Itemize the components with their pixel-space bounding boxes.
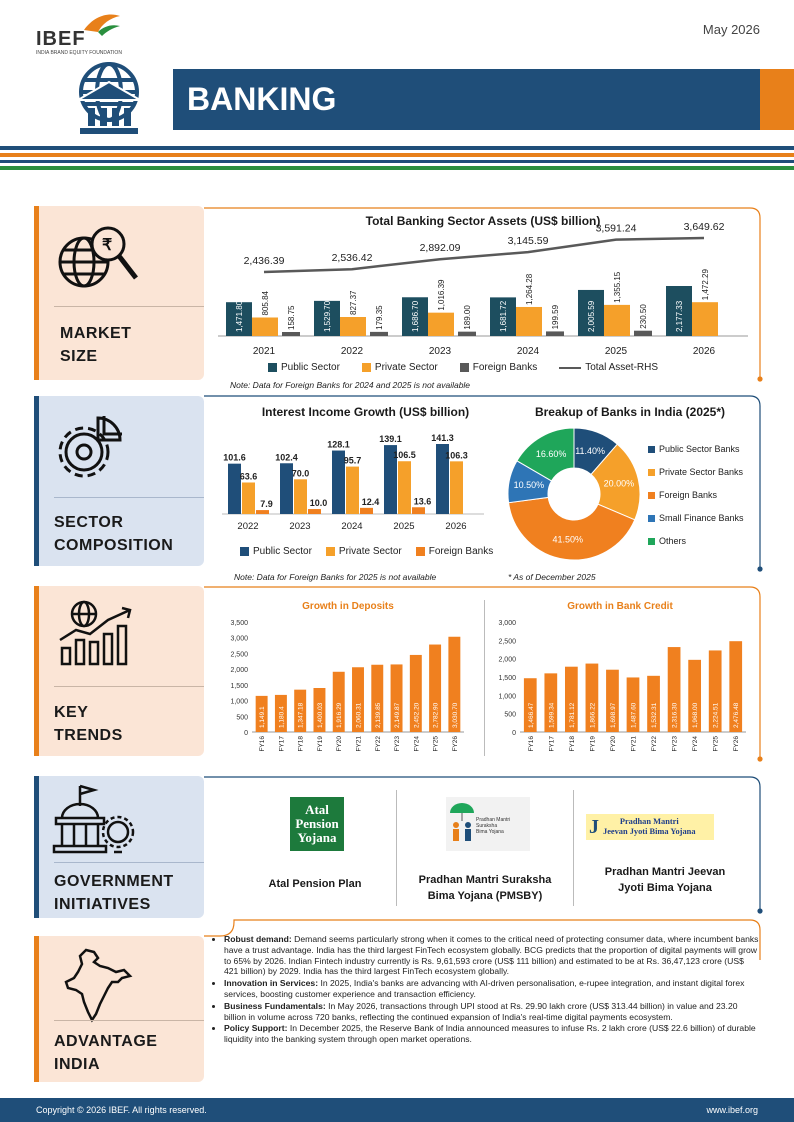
bar-label: 1,471.80 bbox=[235, 300, 244, 332]
atal-pension-logo bbox=[290, 797, 344, 851]
bar bbox=[450, 461, 463, 514]
x-tick-label: FY22 bbox=[374, 736, 382, 752]
bar-label: 199.59 bbox=[551, 304, 560, 330]
x-tick-label: FY21 bbox=[630, 736, 638, 752]
legend-item bbox=[268, 362, 340, 373]
gov-initiative-name bbox=[402, 872, 568, 904]
header-stripe-blue-2 bbox=[0, 160, 794, 163]
india-map-icon bbox=[64, 948, 134, 1022]
advantage-bullet bbox=[224, 1023, 760, 1045]
bar-label: 158.75 bbox=[287, 305, 296, 330]
legend-item bbox=[648, 513, 744, 523]
legend-item bbox=[559, 362, 658, 373]
x-tick-label: FY26 bbox=[733, 736, 741, 752]
panel-divider bbox=[54, 1020, 204, 1021]
bar-label: 1,016.39 bbox=[437, 279, 446, 311]
slice-label: 11.40% bbox=[575, 445, 606, 456]
x-tick-label: FY26 bbox=[451, 736, 459, 752]
x-tick-label: 2022 bbox=[340, 346, 364, 357]
name-line: Jyoti Bima Yojana bbox=[618, 882, 712, 894]
legend-swatch bbox=[648, 538, 655, 545]
bar-label: 1,681.72 bbox=[499, 300, 508, 332]
bar-label: 230.50 bbox=[639, 304, 648, 329]
x-tick-label: FY25 bbox=[432, 736, 440, 752]
bullet-text: Demand seems particularly strong when it comes to the critical need of protecting consumer data, where incumbent banks have a trust advantage. India has the third largest FinTech ecosystem globally. BCG predicts that the proportion of digital payments will grow to 65% by 2026. Indian Fintech industry currently is Rs. 9,61,593 crore (US$ 111 billion) and estimated to be at Rs. 36,47,123 crore (US$ 421 billion) by 2029. India has the third largest FinTech ecosystem globally. bbox=[224, 934, 759, 977]
bar bbox=[692, 302, 718, 336]
breakup-chart-title: Breakup of Banks in India (2025*) bbox=[534, 405, 726, 419]
panel-accent bbox=[34, 776, 39, 918]
bar-label: 1,916.29 bbox=[336, 702, 344, 728]
assets-chart-legend bbox=[268, 362, 658, 373]
globe-search-icon bbox=[52, 220, 142, 294]
bar-label: 1,264.28 bbox=[525, 273, 534, 305]
header-stripe-green bbox=[0, 166, 794, 170]
bar bbox=[256, 510, 269, 514]
x-tick-label: FY22 bbox=[651, 736, 659, 752]
panel-divider bbox=[54, 686, 204, 687]
bar-label: 1,149.1 bbox=[259, 706, 267, 728]
y-tick-label: 500 bbox=[504, 711, 516, 719]
x-tick-label: FY21 bbox=[355, 736, 363, 752]
bar bbox=[398, 461, 411, 514]
interest-chart-title: Interest Income Growth (US$ billion) bbox=[261, 405, 470, 419]
line-label: 3,145.59 bbox=[507, 235, 549, 248]
x-tick-label: 2023 bbox=[428, 346, 452, 357]
section-label-government-initiatives bbox=[54, 870, 174, 916]
bullet-heading: Innovation in Services: bbox=[224, 978, 319, 989]
x-tick-label: 2024 bbox=[516, 346, 540, 357]
logo-line: Pradhan Mantri bbox=[619, 817, 679, 826]
legend-item bbox=[648, 490, 744, 500]
bar bbox=[428, 313, 454, 336]
legend-swatch bbox=[416, 547, 425, 556]
bar-label: 13.6 bbox=[413, 496, 432, 507]
bar bbox=[370, 332, 388, 336]
government-building-icon bbox=[52, 784, 142, 858]
legend-label: Private Sector Banks bbox=[659, 467, 744, 477]
legend-item bbox=[416, 546, 493, 557]
page-title-text: BANKING bbox=[187, 81, 337, 117]
bar-label: 1,698.97 bbox=[609, 702, 617, 728]
credit-chart bbox=[494, 614, 754, 764]
bullet-text: In May 2026, transactions through UPI stood at Rs. 29.90 lakh crore (US$ 313.44 billion) in value and 23.20 billion in volume across 720 banks, reflecting the continued expansion of India's real-time digital payments ecosystem. bbox=[224, 1000, 738, 1022]
x-tick-label: FY24 bbox=[692, 736, 700, 752]
bar bbox=[360, 508, 373, 514]
logo-line: Suraksha bbox=[476, 823, 498, 829]
x-tick-label: FY20 bbox=[609, 736, 617, 752]
legend-label: Others bbox=[659, 536, 687, 546]
bar bbox=[516, 307, 542, 336]
bullet-text: In 2025, India's banks are advancing with AI-driven personalisation, e-rupee integration, and instant digital forex services, boosting customer experience and transaction efficiency. bbox=[224, 978, 745, 999]
copyright: Copyright © 2026 IBEF. All rights reserved. bbox=[36, 1105, 207, 1115]
x-tick-label: 2026 bbox=[445, 521, 467, 532]
y-tick-label: 2,000 bbox=[498, 656, 516, 664]
bar-label: 139.1 bbox=[379, 434, 402, 445]
legend-label: Private Sector bbox=[338, 546, 402, 557]
bar bbox=[604, 305, 630, 336]
website-link[interactable]: www.ibef.org bbox=[706, 1105, 758, 1115]
bar-label: 7.9 bbox=[260, 499, 273, 510]
j-icon: J bbox=[589, 815, 599, 838]
bar-label: 1,180.4 bbox=[278, 706, 286, 728]
x-tick-label: FY17 bbox=[548, 736, 556, 752]
legend-label: Public Sector bbox=[281, 362, 340, 373]
line-label: 2,892.09 bbox=[419, 242, 461, 255]
y-tick-label: 0 bbox=[512, 730, 516, 737]
section-label-line: ADVANTAGE bbox=[54, 1033, 158, 1050]
y-tick-label: 2,500 bbox=[498, 638, 516, 646]
bar-label: 3,030.70 bbox=[451, 702, 459, 728]
y-tick-label: 1,500 bbox=[498, 675, 516, 682]
bar-label: 2,316.30 bbox=[671, 702, 679, 728]
x-tick-label: FY24 bbox=[413, 736, 421, 752]
x-tick-label: FY25 bbox=[712, 736, 720, 752]
trends-divider bbox=[484, 600, 485, 756]
logo-text: IBEF bbox=[36, 28, 86, 50]
bar bbox=[308, 509, 321, 514]
logo-line: Atal bbox=[305, 802, 329, 817]
logo-line: Pension bbox=[295, 816, 339, 831]
x-tick-label: 2025 bbox=[393, 521, 415, 532]
section-label-line: INDIA bbox=[54, 1056, 101, 1073]
interest-chart bbox=[222, 422, 484, 536]
legend-label: Public Sector Banks bbox=[659, 444, 740, 454]
legend-swatch bbox=[326, 547, 335, 556]
y-tick-label: 0 bbox=[244, 730, 248, 737]
ibef-logo bbox=[36, 10, 136, 54]
bar bbox=[252, 317, 278, 336]
bar-label: 70.0 bbox=[291, 468, 310, 479]
deposits-chart-title: Growth in Deposits bbox=[302, 601, 394, 612]
bar-label: 179.35 bbox=[375, 305, 384, 330]
bar-label: 101.6 bbox=[223, 452, 246, 463]
x-tick-label: FY17 bbox=[278, 736, 286, 752]
legend-item bbox=[362, 362, 438, 373]
panel-divider bbox=[54, 497, 204, 498]
logo-line: Pradhan Mantri bbox=[476, 817, 511, 823]
bar-label: 1,347.18 bbox=[297, 702, 305, 728]
bar bbox=[634, 331, 652, 336]
bar-label: 1,866.22 bbox=[589, 702, 597, 728]
name-line: Pradhan Mantri Suraksha bbox=[418, 874, 552, 886]
y-tick-label: 1,000 bbox=[230, 698, 248, 706]
bar-label: 1,472.29 bbox=[701, 269, 710, 301]
bullet-heading: Policy Support: bbox=[224, 1023, 288, 1034]
logo-line: Bima Yojana bbox=[476, 829, 504, 835]
interest-chart-note: Note: Data for Foreign Banks for 2025 is not available bbox=[234, 572, 437, 582]
gov-divider bbox=[573, 790, 574, 906]
slice-label: 41.50% bbox=[552, 534, 584, 545]
legend-label: Foreign Banks bbox=[659, 490, 718, 500]
bar bbox=[340, 317, 366, 336]
bar-label: 12.4 bbox=[361, 496, 380, 507]
legend-swatch bbox=[268, 363, 277, 372]
breakup-pie-chart bbox=[506, 426, 642, 562]
advantage-india-panel bbox=[34, 936, 204, 1082]
line-label: 2,536.42 bbox=[331, 252, 373, 265]
bar-label: 10.0 bbox=[309, 498, 328, 509]
gov-initiative-name bbox=[580, 864, 750, 896]
pmsby-logo bbox=[446, 797, 530, 851]
pmjjby-logo-text bbox=[603, 817, 696, 837]
logo-subtitle: INDIA BRAND EQUITY FOUNDATION bbox=[36, 50, 122, 56]
bar-label: 1,400.03 bbox=[316, 702, 324, 728]
bar-label: 2,060.31 bbox=[355, 702, 363, 728]
x-tick-label: FY16 bbox=[527, 736, 535, 752]
x-tick-label: FY20 bbox=[336, 736, 344, 752]
bullet-heading: Robust demand: bbox=[224, 934, 292, 944]
pmsby-logo-text bbox=[476, 817, 510, 835]
x-tick-label: FY18 bbox=[297, 736, 305, 752]
legend-label: Public Sector bbox=[253, 546, 312, 557]
globe-chart-icon bbox=[56, 598, 142, 668]
section-label-advantage-india bbox=[54, 1030, 157, 1076]
section-label-line: GOVERNMENT bbox=[54, 873, 174, 890]
section-label-line: SIZE bbox=[60, 348, 98, 365]
x-tick-label: FY23 bbox=[394, 736, 402, 752]
bar-label: 141.3 bbox=[431, 433, 454, 443]
bar-label: 1,529.70 bbox=[323, 300, 332, 332]
bar-label: 1,781.12 bbox=[568, 702, 576, 728]
assets-chart-note: Note: Data for Foreign Banks for 2024 and 2025 is not available bbox=[230, 380, 471, 390]
x-tick-label: 2023 bbox=[289, 521, 311, 532]
bird-logo-icon bbox=[82, 10, 122, 34]
y-tick-label: 3,500 bbox=[230, 620, 248, 627]
x-tick-label: FY19 bbox=[589, 736, 597, 752]
advantage-bullets bbox=[212, 934, 760, 1046]
legend-label: Small Finance Banks bbox=[659, 513, 744, 523]
report-date: May 2026 bbox=[702, 22, 760, 37]
slice-label: 20.00% bbox=[603, 478, 635, 489]
legend-item bbox=[240, 546, 312, 557]
y-tick-label: 2,000 bbox=[230, 667, 248, 675]
legend-item bbox=[648, 536, 744, 546]
bar-label: 827.37 bbox=[349, 290, 358, 316]
legend-swatch bbox=[648, 469, 655, 476]
bar bbox=[242, 482, 255, 514]
assets-chart-title: Total Banking Sector Assets (US$ billion) bbox=[365, 214, 601, 228]
breakup-chart-note: * As of December 2025 bbox=[508, 572, 596, 582]
bar-label: 1,686.70 bbox=[411, 300, 420, 332]
panel-accent bbox=[34, 206, 39, 380]
legend-item bbox=[326, 546, 402, 557]
bar-label: 63.6 bbox=[239, 471, 258, 482]
title-accent bbox=[760, 69, 794, 130]
bar bbox=[346, 467, 359, 514]
header-stripe-blue bbox=[0, 146, 794, 150]
pmjjby-logo bbox=[586, 814, 714, 840]
bar-label: 102.4 bbox=[275, 452, 298, 463]
bar-label: 2,177.33 bbox=[675, 300, 684, 332]
bar-label: 2,224.51 bbox=[712, 702, 720, 728]
bar-label: 95.7 bbox=[343, 455, 362, 466]
interest-chart-legend bbox=[240, 546, 493, 557]
sector-composition-panel bbox=[34, 396, 204, 566]
section-label-line: KEY bbox=[54, 704, 89, 721]
legend-swatch bbox=[362, 363, 371, 372]
slice-label: 16.60% bbox=[535, 449, 567, 460]
header-stripe-orange bbox=[0, 153, 794, 157]
legend-swatch bbox=[240, 547, 249, 556]
breakup-legend bbox=[648, 444, 744, 546]
bullet-heading: Business Fundamentals: bbox=[224, 1000, 326, 1011]
bar-label: 1,466.47 bbox=[527, 702, 535, 728]
x-tick-label: 2022 bbox=[237, 521, 259, 532]
bar-label: 2,149.87 bbox=[394, 702, 402, 728]
bar-label: 2,452.20 bbox=[413, 702, 421, 728]
legend-label: Foreign Banks bbox=[428, 546, 494, 557]
bar-label: 1,599.34 bbox=[548, 702, 556, 728]
section-label-line: MARKET bbox=[60, 325, 132, 342]
section-label-line: COMPOSITION bbox=[54, 537, 174, 554]
y-tick-label: 3,000 bbox=[230, 635, 248, 643]
bar bbox=[458, 332, 476, 336]
y-tick-label: 500 bbox=[236, 714, 248, 722]
bullet-text: In December 2025, the Reserve Bank of India announced measures to infuse Rs. 2 lakh crore (US$ 22.6 billion) of durable liquidity into the banking system through open market operations. bbox=[224, 1023, 756, 1045]
name-line: Pradhan Mantri Jeevan bbox=[604, 866, 726, 878]
section-label-line: SECTOR bbox=[54, 514, 124, 531]
bar-label: 106.3 bbox=[445, 450, 468, 461]
section-label-market-size bbox=[60, 322, 131, 368]
legend-item bbox=[648, 467, 744, 477]
page-title bbox=[173, 69, 760, 130]
legend-swatch bbox=[460, 363, 469, 372]
advantage-bullet bbox=[224, 1001, 760, 1023]
y-tick-label: 1,500 bbox=[230, 682, 248, 690]
key-trends-panel bbox=[34, 586, 204, 756]
line-label: 2,436.39 bbox=[243, 255, 285, 267]
bar-label: 128.1 bbox=[327, 439, 350, 450]
x-tick-label: FY16 bbox=[259, 736, 267, 752]
panel-accent bbox=[34, 586, 39, 756]
legend-swatch bbox=[648, 446, 655, 453]
line-label: 3,591.24 bbox=[595, 222, 637, 235]
market-size-panel bbox=[34, 206, 204, 380]
section-label-line: INITIATIVES bbox=[54, 896, 151, 913]
logo-line: Jeevan Jyoti Bima Yojana bbox=[603, 827, 696, 836]
bar-label: 189.00 bbox=[463, 305, 472, 330]
bar-label: 805.84 bbox=[261, 291, 270, 316]
x-tick-label: 2025 bbox=[604, 346, 628, 357]
advantage-bullet bbox=[224, 934, 760, 977]
panel-accent bbox=[34, 396, 39, 566]
bar bbox=[294, 479, 307, 514]
bar-label: 1,487.60 bbox=[630, 702, 638, 728]
bar-label: 106.5 bbox=[393, 450, 416, 461]
name-line: Bima Yojana (PMSBY) bbox=[427, 890, 543, 902]
legend-label: Private Sector bbox=[374, 362, 438, 373]
legend-line-swatch bbox=[559, 367, 581, 369]
bar-label: 2,782.90 bbox=[432, 702, 440, 728]
panel-accent bbox=[34, 936, 39, 1082]
svg-text:₹: ₹ bbox=[102, 237, 113, 254]
government-initiatives-panel bbox=[34, 776, 204, 918]
footer bbox=[0, 1098, 794, 1122]
banking-icon bbox=[58, 60, 160, 140]
bar-label: 2,476.48 bbox=[733, 702, 741, 728]
section-label-line: TRENDS bbox=[54, 727, 123, 744]
legend-label: Foreign Banks bbox=[472, 362, 538, 373]
deposits-chart bbox=[222, 614, 472, 764]
x-tick-label: 2021 bbox=[252, 346, 276, 357]
line-label: 3,649.62 bbox=[683, 221, 725, 233]
bar bbox=[546, 331, 564, 336]
legend-item bbox=[648, 444, 744, 454]
y-tick-label: 2,500 bbox=[230, 651, 248, 659]
panel-divider bbox=[54, 862, 204, 863]
bar-label: 1,532.31 bbox=[651, 702, 659, 728]
y-tick-label: 3,000 bbox=[498, 620, 516, 627]
bar-label: 1,968.00 bbox=[692, 702, 700, 728]
section-label-sector-composition bbox=[54, 511, 173, 557]
x-tick-label: FY19 bbox=[316, 736, 324, 752]
panel-divider bbox=[54, 306, 204, 307]
bar-label: 2,005.59 bbox=[587, 300, 596, 332]
x-tick-label: FY23 bbox=[671, 736, 679, 752]
section-label-key-trends bbox=[54, 701, 123, 747]
umbrella-family-icon bbox=[448, 799, 476, 849]
advantage-bullet bbox=[224, 978, 760, 1000]
bar-label: 1,355.15 bbox=[613, 271, 622, 303]
legend-swatch bbox=[648, 515, 655, 522]
y-tick-label: 1,000 bbox=[498, 693, 516, 701]
gov-initiative-name: Atal Pension Plan bbox=[268, 878, 362, 890]
total-asset-line bbox=[264, 238, 704, 272]
bar bbox=[282, 332, 300, 336]
legend-swatch bbox=[648, 492, 655, 499]
bar bbox=[412, 507, 425, 514]
slice-label: 10.50% bbox=[513, 479, 545, 490]
gear-pie-icon bbox=[52, 410, 142, 482]
x-tick-label: 2026 bbox=[692, 346, 716, 357]
x-tick-label: 2024 bbox=[341, 521, 363, 532]
legend-item bbox=[460, 362, 537, 373]
bar-label: 2,139.85 bbox=[374, 702, 382, 728]
logo-line: Yojana bbox=[297, 830, 337, 845]
credit-chart-title: Growth in Bank Credit bbox=[567, 601, 673, 612]
legend-label: Total Asset-RHS bbox=[585, 362, 659, 373]
x-tick-label: FY18 bbox=[568, 736, 576, 752]
